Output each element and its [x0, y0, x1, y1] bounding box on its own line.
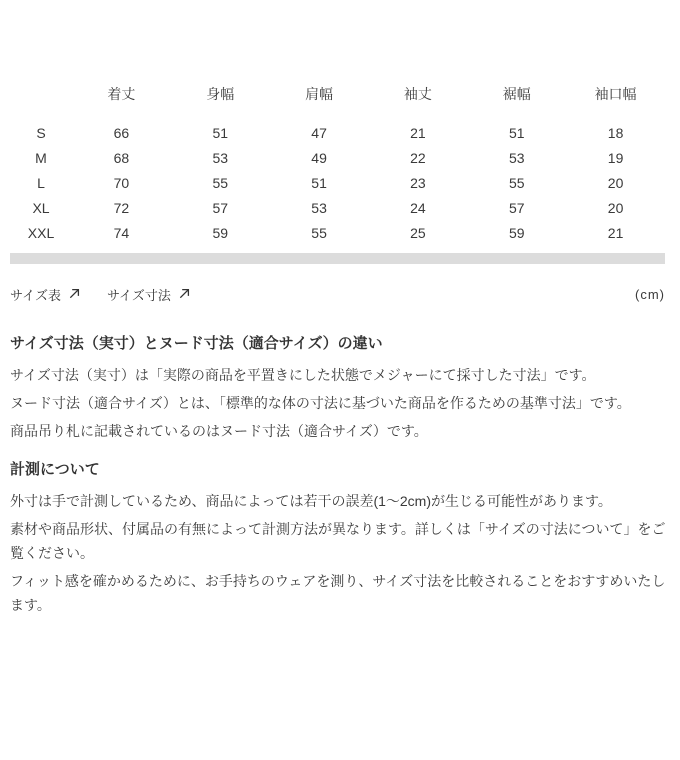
size-cell: 57	[508, 199, 525, 216]
paragraph-measurement-error: 外寸は手で計測しているため、商品によっては若干の誤差(1〜2cm)が生じる可能性があります。	[10, 493, 612, 509]
external-link-arrow-icon	[178, 287, 191, 303]
unit-label: (cm)	[635, 287, 665, 302]
size-cell: 57	[212, 199, 229, 216]
size-cell: 59	[212, 224, 229, 241]
size-cell: 55	[212, 174, 229, 191]
section-heading-measurement: 計測について	[10, 461, 100, 478]
size-cell: 55	[311, 224, 327, 241]
size-cell: 18	[607, 124, 624, 141]
size-cell: 51	[212, 124, 229, 141]
size-cell: 25	[410, 224, 426, 241]
external-link-arrow-icon	[68, 287, 81, 303]
size-dimensions-link-label: サイズ寸法	[106, 288, 171, 303]
col-header-body-width: 身幅	[206, 86, 235, 102]
size-cell: 68	[113, 149, 130, 166]
section-size-difference	[10, 334, 670, 443]
size-row-label: L	[37, 174, 45, 191]
table-row-xl	[10, 195, 665, 220]
size-cell: 23	[410, 174, 426, 191]
table-row-xxl	[10, 220, 665, 245]
size-row-label: XL	[32, 199, 50, 216]
size-cell: 51	[311, 174, 327, 191]
col-header-body-length: 着丈	[107, 86, 136, 102]
size-cell: 22	[410, 149, 426, 166]
col-header-sleeve-length: 袖丈	[403, 86, 432, 102]
size-cell: 21	[607, 224, 624, 241]
size-cell: 24	[410, 199, 426, 216]
size-table	[10, 80, 665, 245]
size-cell: 53	[212, 149, 229, 166]
size-cell: 59	[508, 224, 525, 241]
col-header-shoulder-width: 肩幅	[305, 86, 334, 102]
size-row-label: S	[36, 124, 46, 141]
size-cell: 55	[508, 174, 525, 191]
paragraph-measurement-method: 素材や商品形状、付属品の有無によって計測方法が異なります。詳しくは「サイズの寸法について」をご覧ください。	[10, 521, 666, 561]
size-cell: 21	[410, 124, 426, 141]
col-header-hem-width: 裾幅	[502, 86, 531, 102]
size-table-header-row	[10, 80, 665, 120]
size-cell: 20	[607, 174, 624, 191]
paragraph-fit-recommendation: フィット感を確かめるために、お手持ちのウェアを測り、サイズ寸法を比較されることをおすすめいたします。	[10, 573, 666, 613]
paragraph-hang-tag: 商品吊り札に記載されているのはヌード寸法（適合サイズ）です。	[10, 423, 428, 439]
table-row-m	[10, 145, 665, 170]
size-cell: 70	[113, 174, 130, 191]
size-chart-link[interactable]	[10, 285, 81, 304]
size-cell: 51	[508, 124, 525, 141]
links-row	[10, 285, 665, 304]
size-cell: 20	[607, 199, 624, 216]
section-measurement	[10, 460, 670, 617]
size-cell: 66	[113, 124, 130, 141]
size-cell: 49	[311, 149, 327, 166]
size-info-panel	[0, 80, 680, 617]
size-cell: 53	[311, 199, 327, 216]
size-cell: 72	[113, 199, 130, 216]
table-row-s	[10, 120, 665, 145]
size-cell: 53	[508, 149, 525, 166]
size-table-corner	[10, 80, 72, 120]
col-header-cuff-width: 袖口幅	[594, 86, 637, 102]
size-cell: 74	[113, 224, 130, 241]
size-row-label: M	[35, 149, 47, 166]
paragraph-actual-size: サイズ寸法（実寸）は「実際の商品を平置きにした状態でメジャーにて採寸した寸法」です。	[10, 367, 596, 383]
table-horizontal-scrollbar[interactable]	[10, 253, 665, 264]
size-chart-link-label: サイズ表	[10, 288, 61, 303]
size-row-label: XXL	[27, 224, 55, 241]
size-cell: 19	[607, 149, 624, 166]
size-dimensions-link[interactable]	[107, 285, 191, 304]
paragraph-nude-size: ヌード寸法（適合サイズ）とは、「標準的な体の寸法に基づいた商品を作るための基準寸法」です。	[10, 395, 631, 411]
section-heading-size-difference: サイズ寸法（実寸）とヌード寸法（適合サイズ）の違い	[10, 335, 383, 352]
table-row-l	[10, 170, 665, 195]
size-cell: 47	[311, 124, 327, 141]
